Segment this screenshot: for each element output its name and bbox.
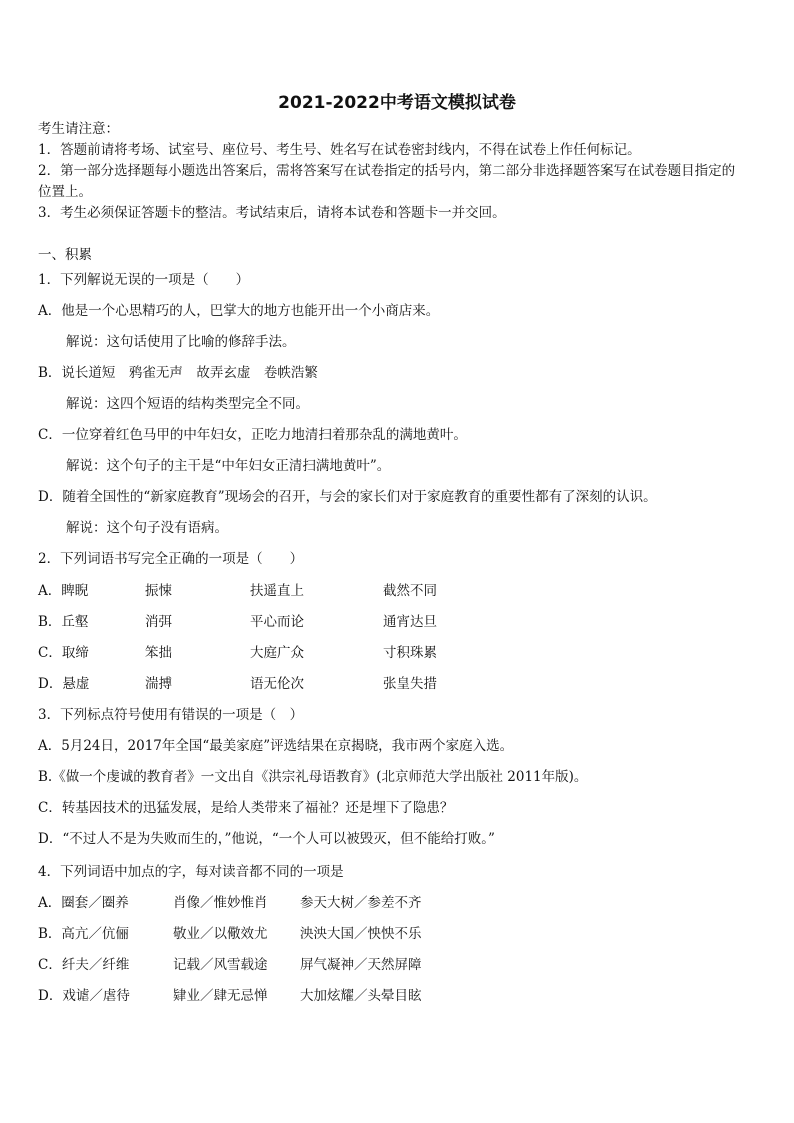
q2-row-d-col2: 湍搏 bbox=[145, 676, 172, 692]
q1-option-c-explanation: 解说：这个句子的主干是“中年妇女正清扫满地黄叶”。 bbox=[66, 458, 391, 474]
q2-stem: 2．下列词语书写完全正确的一项是（ ） bbox=[38, 551, 304, 567]
q4-row-d-col1: D．戏谑／虐待 bbox=[38, 988, 130, 1004]
q1-option-c: C．一位穿着红色马甲的中年妇女，正吃力地清扫着那杂乱的满地黄叶。 bbox=[38, 427, 467, 443]
q4-row-b-col3: 泱泱大国／怏怏不乐 bbox=[300, 926, 422, 942]
q4-row-c-col3: 屏气凝神／天然屏障 bbox=[300, 957, 422, 973]
q4-row-c-col2: 记载／风雪载途 bbox=[173, 957, 268, 973]
q1-option-d: D．随着全国性的“新家庭教育”现场会的召开，与会的家长们对于家庭教育的重要性都有了深刻的认识。 bbox=[38, 489, 657, 505]
exam-title: 2021-2022中考语文模拟试卷 bbox=[278, 93, 516, 113]
q2-row-d-col3: 语无伦次 bbox=[250, 676, 304, 692]
q2-row-b-col4: 通宵达旦 bbox=[383, 614, 437, 630]
q2-row-c-col1: C．取缔 bbox=[38, 645, 89, 661]
q1-stem: 1．下列解说无误的一项是（ ） bbox=[38, 272, 250, 288]
q1-option-b: B．说长道短 鸦雀无声 故弄玄虚 卷帙浩繁 bbox=[38, 365, 318, 381]
q2-row-a-col4: 截然不同 bbox=[383, 583, 437, 599]
notice-item-2: 2．第一部分选择题每小题选出答案后，需将答案写在试卷指定的括号内，第二部分非选择题答案写在试卷题目指定的 bbox=[38, 163, 736, 179]
notice-heading: 考生请注意： bbox=[38, 121, 119, 137]
q1-option-d-explanation: 解说：这个句子没有语病。 bbox=[66, 520, 228, 536]
q3-option-c: C．转基因技术的迅猛发展，是给人类带来了福祉？还是埋下了隐患？ bbox=[38, 800, 454, 816]
q3-option-b: B.《做一个虔诚的教育者》一文出自《洪宗礼母语教育》(北京师范大学出版社 2011年版)。 bbox=[38, 769, 588, 785]
notice-item-2-cont: 位置上。 bbox=[38, 184, 92, 200]
q4-row-d-col2: 肄业／肆无忌惮 bbox=[173, 988, 268, 1004]
q2-row-a-col3: 扶遥直上 bbox=[250, 583, 304, 599]
q4-row-a-col1: A．圈套／圈养 bbox=[38, 895, 129, 911]
q4-row-b-col2: 敬业／以儆效尤 bbox=[173, 926, 268, 942]
q2-row-d-col4: 张皇失措 bbox=[383, 676, 437, 692]
q2-row-b-col2: 消弭 bbox=[145, 614, 172, 630]
q2-row-b-col1: B．丘壑 bbox=[38, 614, 89, 630]
q2-row-a-col1: A．睥睨 bbox=[38, 583, 89, 599]
q2-row-c-col2: 笨拙 bbox=[145, 645, 172, 661]
q4-row-c-col1: C．纤夫／纤维 bbox=[38, 957, 130, 973]
q3-stem: 3．下列标点符号使用有错误的一项是（ ） bbox=[38, 707, 304, 723]
q1-option-a: A．他是一个心思精巧的人，巴掌大的地方也能开出一个小商店来。 bbox=[38, 303, 440, 319]
q4-row-b-col1: B．高亢／伉俪 bbox=[38, 926, 129, 942]
q1-option-b-explanation: 解说：这四个短语的结构类型完全不同。 bbox=[66, 396, 309, 412]
q1-option-a-explanation: 解说：这句话使用了比喻的修辞手法。 bbox=[66, 334, 296, 350]
q2-row-d-col1: D．悬虚 bbox=[38, 676, 90, 692]
q3-option-d: D．“不过人不是为失败而生的，”他说，“一个人可以被毁灭，但不能给打败。” bbox=[38, 831, 495, 847]
section-heading: 一、积累 bbox=[38, 247, 92, 263]
q3-option-a: A．5月24日，2017年全国“最美家庭”评选结果在京揭晓，我市两个家庭入选。 bbox=[38, 738, 514, 754]
q4-row-a-col2: 肖像／惟妙惟肖 bbox=[173, 895, 268, 911]
notice-item-1: 1．答题前请将考场、试室号、座位号、考生号、姓名写在试卷密封线内，不得在试卷上作任何标记。 bbox=[38, 142, 641, 158]
q2-row-b-col3: 平心而论 bbox=[250, 614, 304, 630]
q4-stem: 4．下列词语中加点的字，每对读音都不同的一项是 bbox=[38, 864, 344, 880]
q2-row-a-col2: 振悚 bbox=[145, 583, 172, 599]
q4-row-d-col3: 大加炫耀／头晕目眩 bbox=[300, 988, 422, 1004]
q4-row-a-col3: 参天大树／参差不齐 bbox=[300, 895, 422, 911]
notice-item-3: 3．考生必须保证答题卡的整洁。考试结束后，请将本试卷和答题卡一并交回。 bbox=[38, 205, 506, 221]
q2-row-c-col4: 寸积珠累 bbox=[383, 645, 437, 661]
q2-row-c-col3: 大庭广众 bbox=[250, 645, 304, 661]
